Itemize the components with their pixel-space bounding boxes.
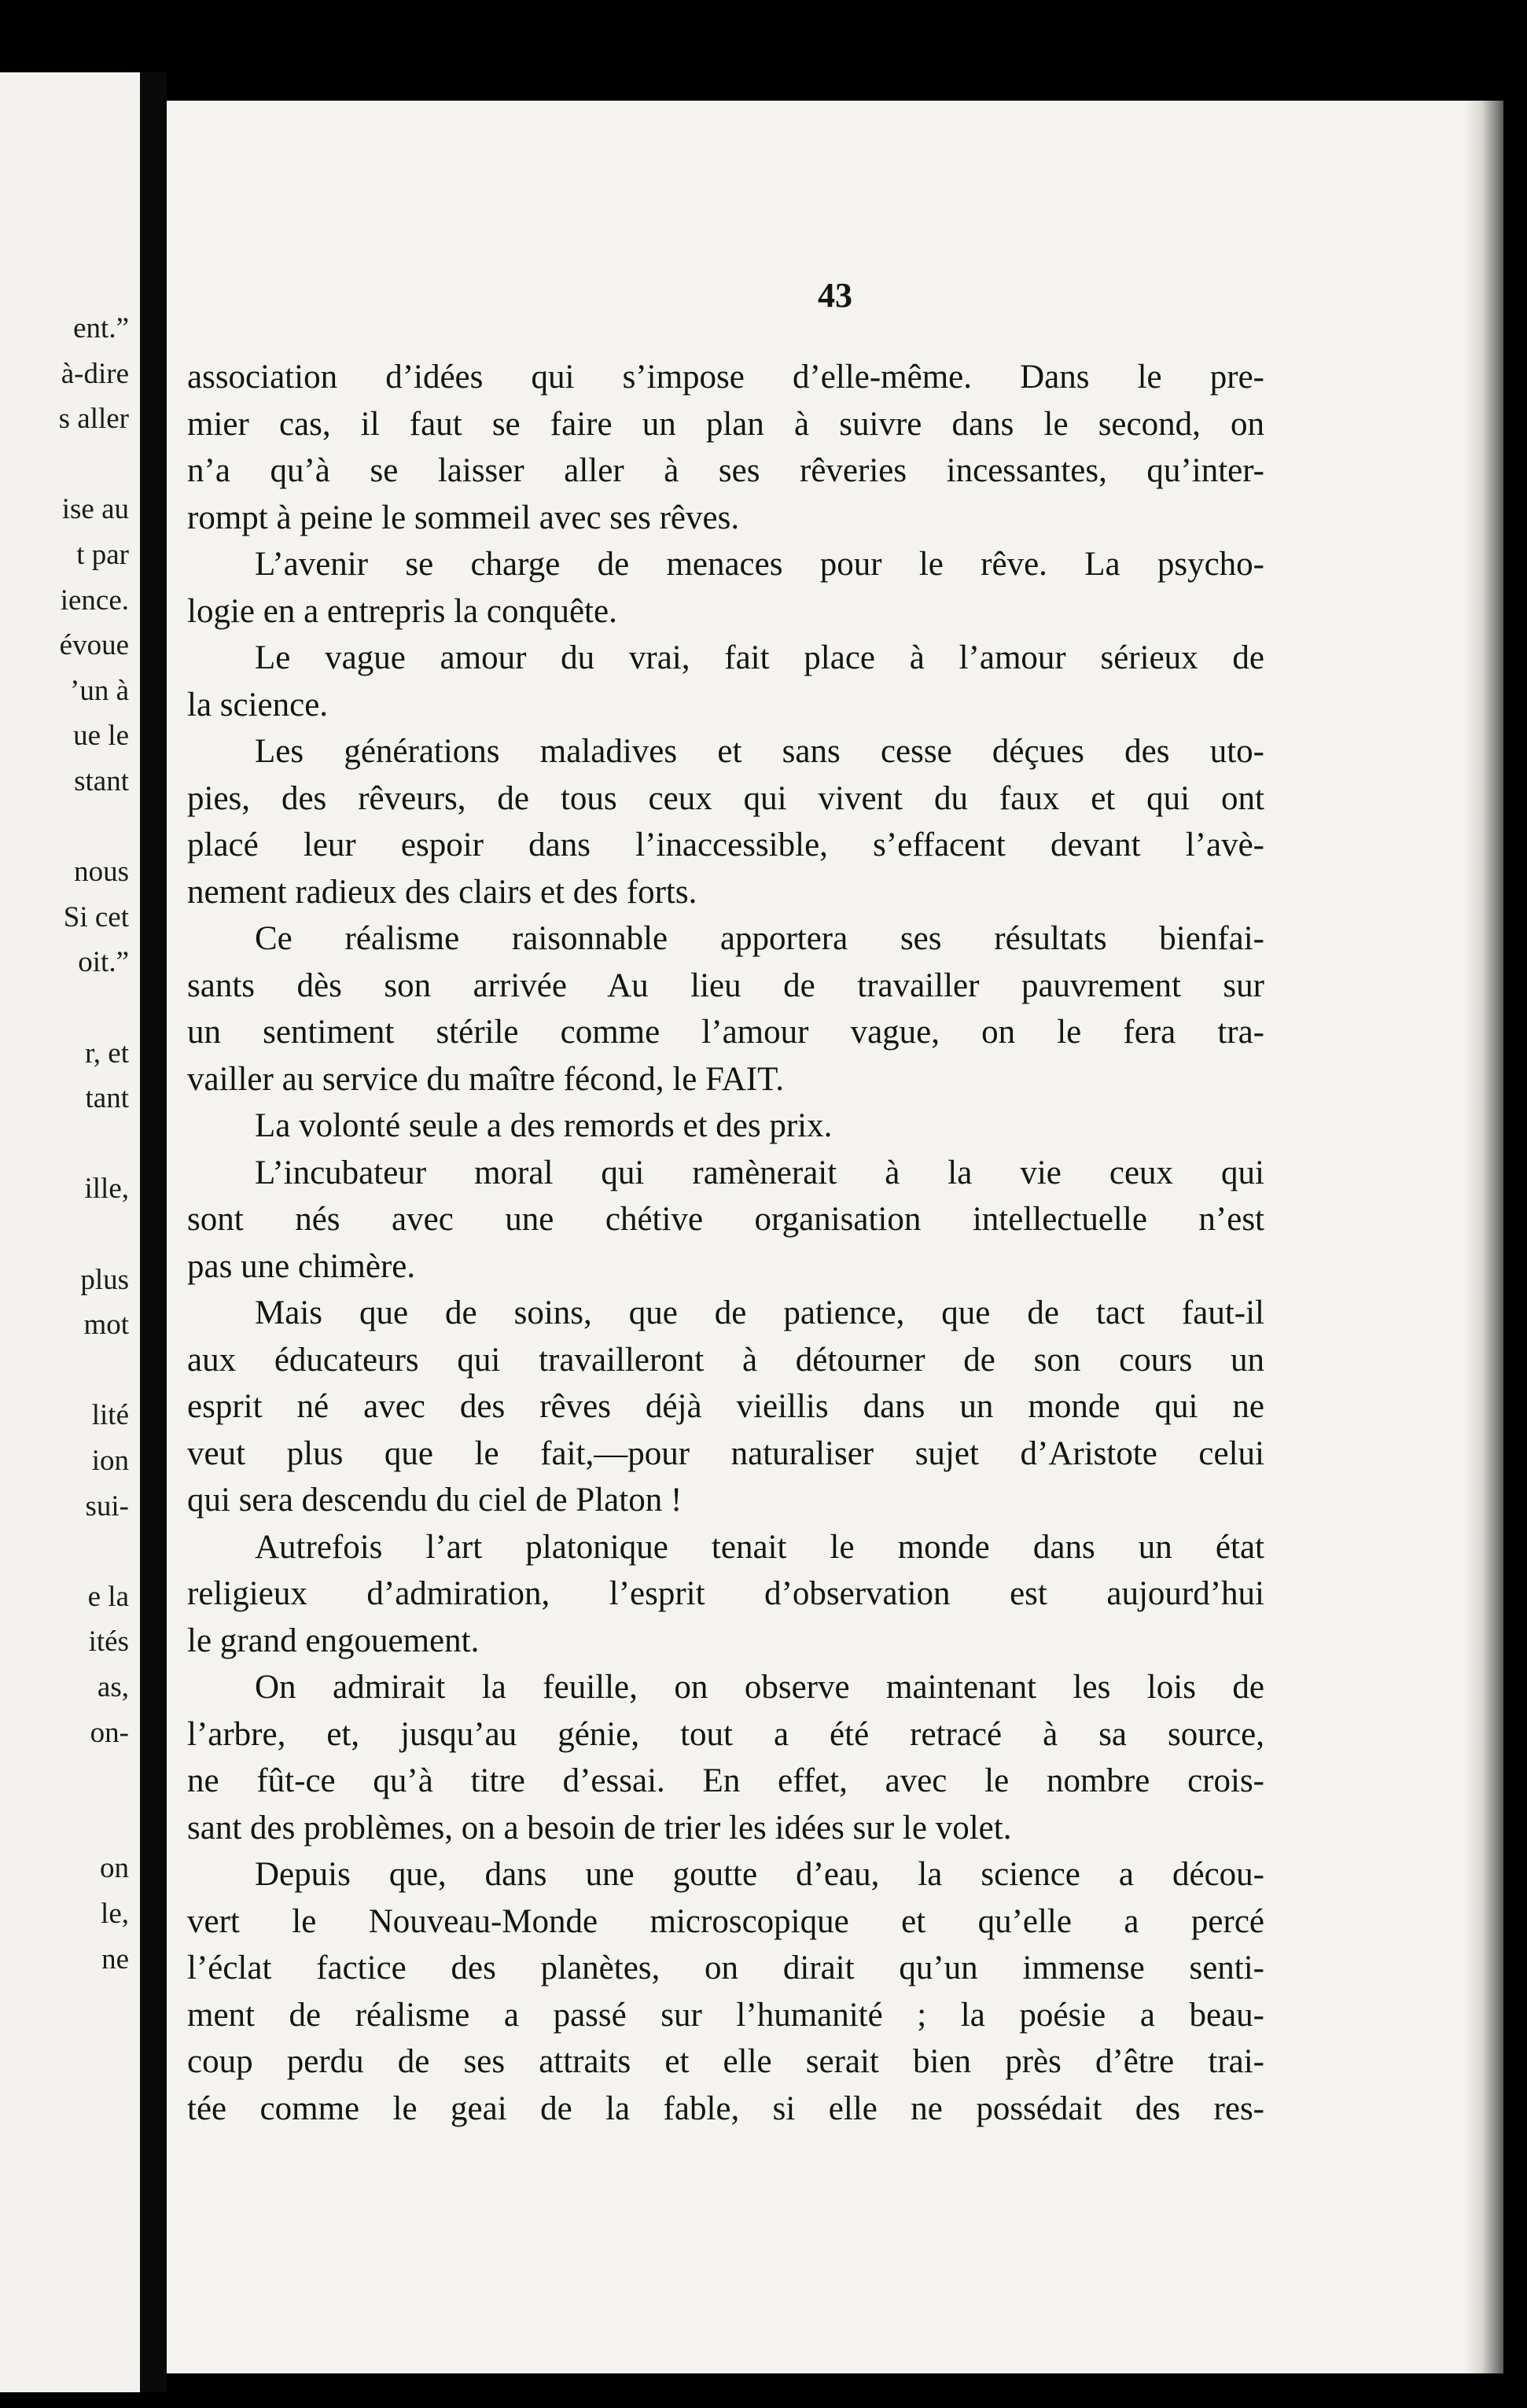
text-line: sant des problèmes, on a besoin de trier les idées sur le volet.	[187, 1809, 1012, 1847]
text-line: coup perdu de ses attraits et elle serait bien près d’être trai-	[187, 2043, 1264, 2080]
text-line: Le vague amour du vrai, fait place à l’amour sérieux de	[255, 639, 1264, 676]
text-line: Mais que de soins, que de patience, que de tact faut-il	[255, 1294, 1264, 1331]
text-line: logie en a entrepris la conquête.	[187, 592, 617, 630]
text-line: Autrefois l’art platonique tenait le monde dans un état	[255, 1528, 1264, 1566]
left-page-fragment-line: ille,	[84, 1173, 129, 1206]
page-body-text	[187, 354, 1264, 2132]
page-number: 43	[818, 276, 852, 315]
text-line: le grand engouement.	[187, 1622, 480, 1659]
left-page-fragment-line: évoue	[59, 629, 129, 662]
left-page-fragment-line: sui-	[85, 1489, 129, 1522]
text-line: l’éclat factice des planètes, on dirait qu’un immense senti-	[187, 1950, 1264, 1986]
left-page-fragment-line: ise au	[61, 493, 129, 526]
left-page-fragment-line: ion	[91, 1445, 129, 1477]
text-line: association d’idées qui s’impose d’elle-même. Dans le pre-	[187, 359, 1264, 396]
left-page-fragment-line: plus	[80, 1263, 129, 1296]
left-page-fragment-line: e la	[87, 1580, 129, 1613]
text-line: rompt à peine le sommeil avec ses rêves.	[187, 499, 740, 536]
text-line: Ce réalisme raisonnable apportera ses résultats bienfai-	[255, 920, 1264, 957]
left-page-fragment-line: on	[100, 1852, 129, 1885]
text-line: vailler au service du maître fécond, le FAIT.	[187, 1060, 784, 1098]
text-line: Depuis que, dans une goutte d’eau, la science a décou-	[255, 1856, 1264, 1893]
right-page	[167, 101, 1503, 2373]
left-page-fragment-line: as,	[97, 1671, 129, 1703]
left-page-fragment-line: ités	[88, 1626, 129, 1659]
left-page-fragment-line: ne	[101, 1942, 129, 1975]
text-line: pas une chimère.	[187, 1247, 416, 1285]
left-page-fragment-line: nous	[74, 856, 129, 889]
text-line: vert le Nouveau-Monde microscopique et qu’elle a percé	[187, 1902, 1264, 1940]
text-line: esprit né avec des rêves déjà vieillis dans un monde qui ne	[187, 1388, 1264, 1425]
text-line: L’incubateur moral qui ramènerait à la vie ceux qui	[255, 1154, 1264, 1191]
text-line: un sentiment stérile comme l’amour vague, on le fera tra-	[187, 1014, 1264, 1051]
text-line: nement radieux des clairs et des forts.	[187, 873, 697, 911]
left-page-fragment-line: ue le	[73, 720, 129, 753]
left-page-fragment-line: tant	[85, 1082, 129, 1115]
left-page-fragment-line: le,	[101, 1898, 129, 1930]
left-page-fragment-line: mot	[83, 1309, 129, 1342]
text-line: pies, des rêveurs, de tous ceux qui vivent du faux et qui ont	[187, 779, 1264, 817]
text-line: L’avenir se charge de menaces pour le rêve. La psycho-	[255, 546, 1264, 583]
left-page-fragment-line: t par	[76, 539, 129, 571]
text-line: religieux d’admiration, l’esprit d’observation est aujourd’hui	[187, 1575, 1264, 1612]
left-page-fragment-line: s aller	[58, 403, 129, 436]
text-line: Les générations maladives et sans cesse déçues des uto-	[255, 733, 1264, 770]
left-page-fragment-line: stant	[74, 765, 129, 797]
left-page-fragment-line: ’un à	[70, 674, 129, 707]
left-page-fragment-line: lité	[91, 1399, 129, 1432]
text-line: n’a qu’à se laisser aller à ses rêveries incessantes, qu’inter-	[187, 452, 1264, 489]
left-page-fragment-line: ience.	[60, 584, 129, 617]
text-line: ne fût-ce qu’à titre d’essai. En effet, avec le nombre crois-	[187, 1762, 1264, 1799]
left-page-fragment-line: on-	[90, 1716, 129, 1749]
text-line: La volonté seule a des remords et des prix.	[255, 1107, 833, 1144]
left-page-fragment-line: oit.”	[78, 946, 129, 979]
text-line: veut plus que le fait,—pour naturaliser sujet d’Aristote celui	[187, 1434, 1264, 1472]
text-line: aux éducateurs qui travailleront à détourner de son cours un	[187, 1341, 1264, 1379]
page-edge-shadow	[1464, 101, 1503, 2373]
book-gutter	[140, 72, 167, 2392]
text-line: l’arbre, et, jusqu’au génie, tout a été retracé à sa source,	[187, 1715, 1264, 1753]
text-line: sont nés avec une chétive organisation intellectuelle n’est	[187, 1201, 1264, 1238]
text-line: ment de réalisme a passé sur l’humanité ; la poésie a beau-	[187, 1996, 1264, 2034]
left-page-fragment	[0, 72, 140, 2392]
text-line: qui sera descendu du ciel de Platon !	[187, 1482, 683, 1519]
text-line: On admirait la feuille, on observe maintenant les lois de	[255, 1669, 1264, 1706]
text-line: la science.	[187, 686, 329, 724]
left-page-fragment-line: ent.”	[73, 312, 129, 344]
left-page-fragment-line: Si cet	[63, 900, 129, 933]
left-page-fragment-line: à-dire	[61, 357, 129, 390]
text-line: placé leur espoir dans l’inaccessible, s’effacent devant l’avè-	[187, 827, 1264, 863]
text-line: mier cas, il faut se faire un plan à suivre dans le second, on	[187, 405, 1264, 443]
text-line: sants dès son arrivée Au lieu de travailler pauvrement sur	[187, 967, 1264, 1004]
left-page-fragment-line: r, et	[84, 1036, 129, 1070]
text-line: tée comme le geai de la fable, si elle ne possédait des res-	[187, 2090, 1264, 2127]
